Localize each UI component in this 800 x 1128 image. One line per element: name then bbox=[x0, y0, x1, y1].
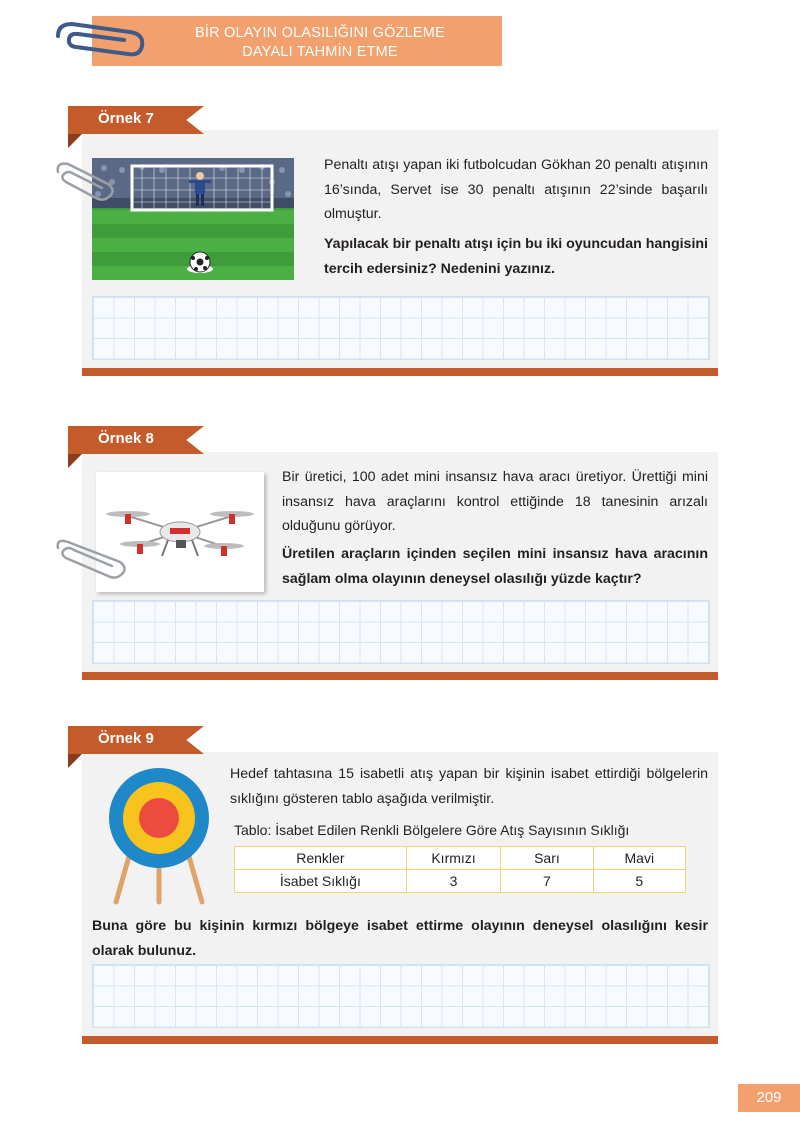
example-7-bottom-bar bbox=[82, 368, 718, 376]
header-title bbox=[120, 24, 520, 62]
paperclip-icon bbox=[52, 536, 128, 580]
table-row bbox=[235, 870, 686, 893]
example-8-label bbox=[68, 426, 204, 454]
example-9-text: Hedef tahtasına 15 isabetli atış yapan bir kişinin isabet ettirdiği bölgelerin sıklığını gösteren tablo aşağıda verilmiştir. bbox=[230, 766, 708, 807]
example-9-answer-grid[interactable] bbox=[92, 964, 710, 1028]
table-cell: İsabet Sıklığı bbox=[235, 870, 407, 893]
example-8-answer-grid[interactable] bbox=[92, 600, 710, 664]
example-9-label-text: Örnek 9 bbox=[98, 730, 154, 747]
example-8-question: Üretilen araçların içinden seçilen mini insansız hava aracının sağlam olma olayının deneysel olasılığı yüzde kaçtır? bbox=[282, 546, 708, 587]
table-header-cell: Sarı bbox=[501, 847, 593, 870]
example-8-label-text: Örnek 8 bbox=[98, 430, 154, 447]
example-9-question: Buna göre bu kişinin kırmızı bölgeye isabet ettirme olayının deneysel olasılığını kesir olarak bulunuz. bbox=[92, 918, 708, 959]
table-cell: 7 bbox=[501, 870, 593, 893]
table-caption: Tablo: İsabet Edilen Renkli Bölgelere Göre Atış Sayısının Sıklığı bbox=[234, 822, 630, 838]
table-header-cell: Mavi bbox=[593, 847, 685, 870]
table-cell: 3 bbox=[406, 870, 501, 893]
page-number: 209 bbox=[738, 1084, 800, 1112]
example-7-label bbox=[68, 106, 204, 134]
penalty-goal-image bbox=[92, 158, 294, 280]
header-line-1: BİR OLAYIN OLASILIĞINI GÖZLEME bbox=[195, 25, 445, 41]
example-8-bottom-bar bbox=[82, 672, 718, 680]
example-9-label bbox=[68, 726, 204, 754]
example-8-text: Bir üretici, 100 adet mini insansız hava aracı üretiyor. Ürettiği mini insansız hava araçlarını kontrol ettiğinde 18 tanesinin arızalı olduğunu görüyor. bbox=[282, 469, 708, 534]
table-header-cell: Kırmızı bbox=[406, 847, 501, 870]
table-cell: 5 bbox=[593, 870, 685, 893]
paperclip-icon bbox=[52, 158, 116, 206]
target-board-image bbox=[104, 766, 214, 906]
example-7-label-text: Örnek 7 bbox=[98, 110, 154, 127]
header-line-2: DAYALI TAHMİN ETME bbox=[242, 44, 398, 60]
frequency-table bbox=[234, 846, 686, 893]
example-7-text: Penaltı atışı yapan iki futbolcudan Gökhan 20 penaltı atışının 16’sında, Servet ise 30 penaltı atışının 22’sinde başarılı olmuştur. bbox=[324, 157, 708, 222]
example-7-question: Yapılacak bir penaltı atışı için bu iki oyuncudan hangisini tercih edersiniz? Nedenini yazınız. bbox=[324, 236, 708, 277]
example-9-bottom-bar bbox=[82, 1036, 718, 1044]
table-header-cell: Renkler bbox=[235, 847, 407, 870]
example-7-answer-grid[interactable] bbox=[92, 296, 710, 360]
table-header-row bbox=[235, 847, 686, 870]
